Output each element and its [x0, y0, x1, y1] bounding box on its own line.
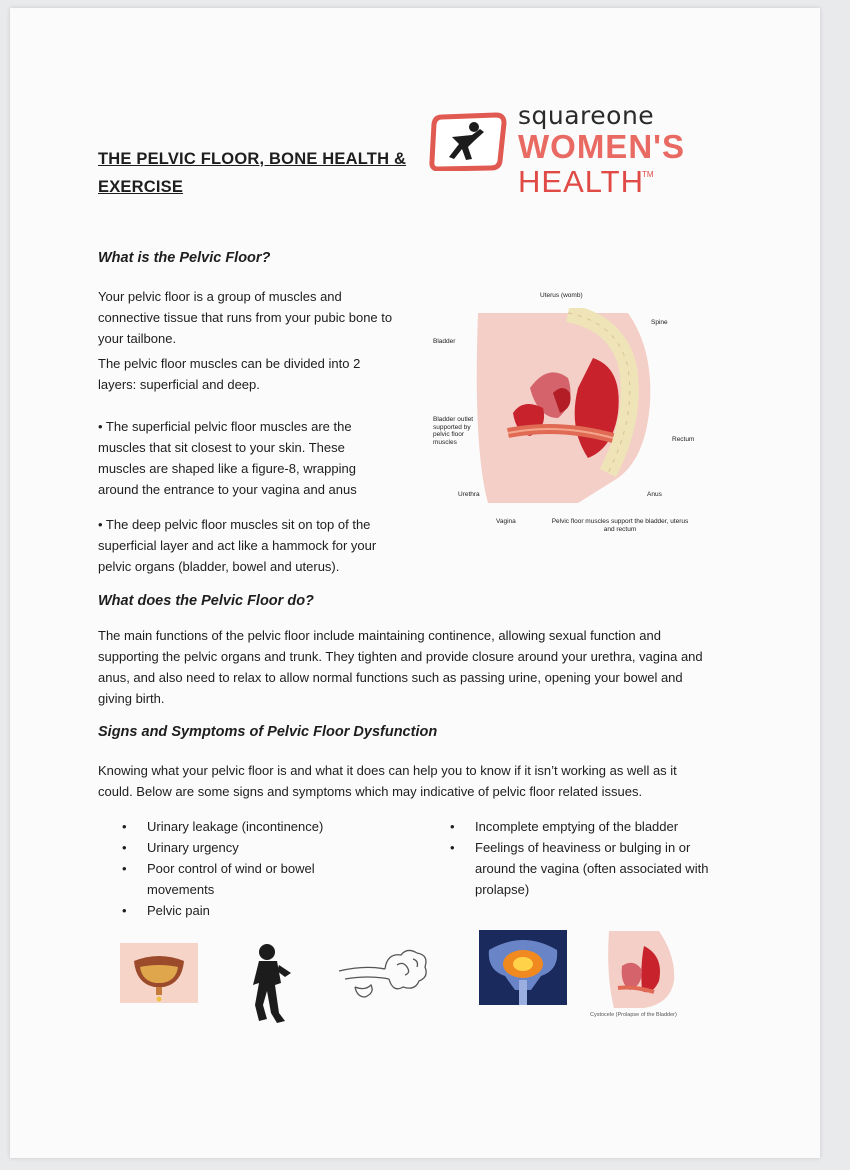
label-rectum: Rectum	[672, 436, 695, 443]
logo-wordmark: squareone	[518, 101, 655, 130]
bladder-leak-icon	[120, 943, 198, 1003]
label-bladder-outlet: Bladder outlet supported by pelvic floor muscles	[433, 416, 474, 446]
cystocele-caption: Cystocele (Prolapse of the Bladder)	[590, 1012, 677, 1018]
paragraph-signs-intro: Knowing what your pelvic floor is and what it does can help you to know if it isn’t working as well as it could. Below are some signs and symptoms which may indicative of pelvic floor related issues.	[98, 763, 677, 799]
paragraph-definition: Your pelvic floor is a group of muscles and connective tissue that runs from your pubic bone to your tailbone.	[98, 289, 393, 346]
symptom-list-left	[110, 816, 360, 921]
pelvic-pain-icon	[479, 930, 567, 1005]
section-heading-what-does: What does the Pelvic Floor do?	[98, 593, 314, 609]
section-heading-signs: Signs and Symptoms of Pelvic Floor Dysfunction	[98, 724, 438, 740]
paragraph-layers: The pelvic floor muscles can be divided into 2 layers: superficial and deep.	[98, 356, 361, 392]
list-item: • Urinary leakage (incontinence)	[110, 816, 360, 837]
cystocele-prolapse-icon	[604, 926, 679, 1011]
label-urethra: Urethra	[458, 491, 480, 498]
list-item: • Feelings of heaviness or bulging in or around the vagina (often associated with prolapse)	[438, 837, 713, 900]
logo-trademark: TM	[642, 170, 654, 179]
wind-icon	[335, 943, 430, 1001]
pelvic-anatomy-diagram	[468, 308, 663, 508]
list-item: • Urinary urgency	[110, 837, 360, 858]
list-item: • Incomplete emptying of the bladder	[438, 816, 713, 837]
symptom-list-right	[438, 816, 713, 900]
list-item: • Pelvic pain	[110, 900, 360, 921]
label-bladder: Bladder	[433, 338, 456, 345]
paragraph-superficial: • The superficial pelvic floor muscles are the muscles that sit closest to your skin. These muscles are shaped like a figure-8, wrapping around the entrance to your vagina and anus	[98, 419, 357, 497]
squareone-logo-icon	[428, 111, 508, 171]
label-spine: Spine	[651, 319, 668, 326]
label-vagina: Vagina	[496, 518, 516, 525]
label-support: Pelvic floor muscles support the bladder, uterus and rectum	[551, 518, 689, 533]
paragraph-functions: The main functions of the pelvic floor include maintaining continence, allowing sexual function and supporting the pelvic organs and trunk. They tighten and provide closure around your urethra, vagina and anus, and also need to relax to allow normal functions such as passing urine, opening your bowel and giving birth.	[98, 628, 703, 706]
label-uterus: Uterus (womb)	[540, 292, 583, 299]
list-item: • Poor control of wind or bowel movements	[110, 858, 347, 900]
section-heading-what-is: What is the Pelvic Floor?	[98, 250, 271, 266]
label-anus: Anus	[647, 491, 662, 498]
paragraph-deep: • The deep pelvic floor muscles sit on top of the superficial layer and act like a hammock for your pelvic organs (bladder, bowel and uterus).	[98, 517, 377, 574]
logo-health: HEALTH	[518, 164, 645, 199]
page-title: THE PELVIC FLOOR, BONE HEALTH & EXERCISE	[98, 150, 407, 196]
urgency-person-icon	[245, 943, 300, 1025]
logo-womens: WOMEN'S	[518, 128, 686, 165]
document-page	[10, 8, 820, 1158]
